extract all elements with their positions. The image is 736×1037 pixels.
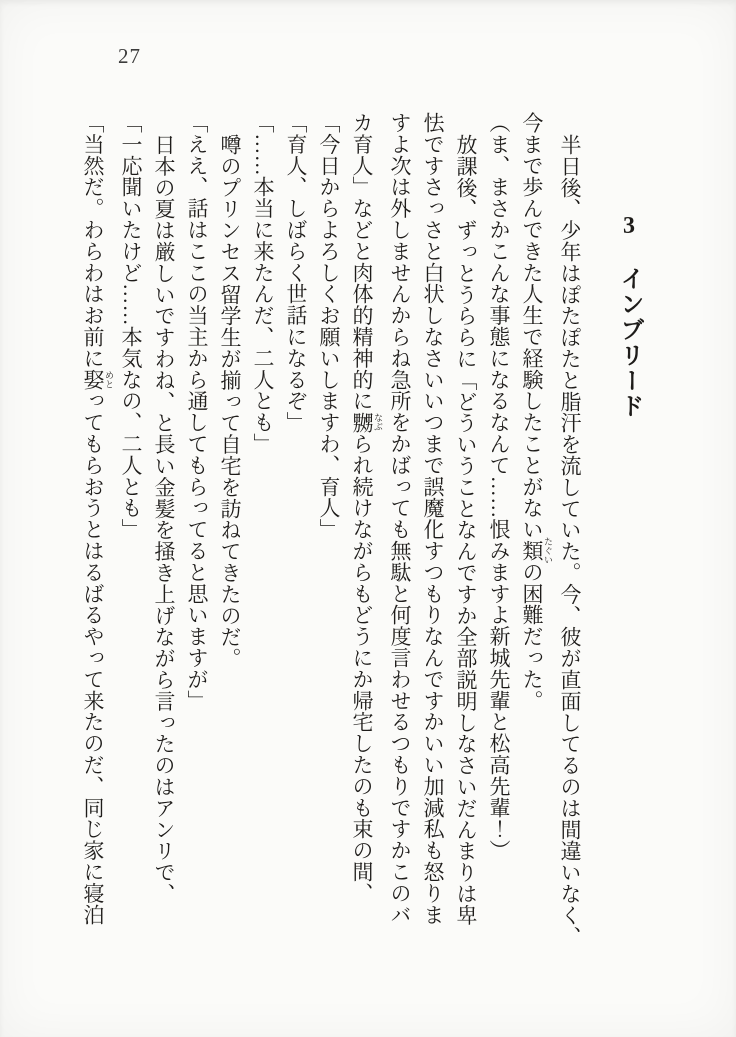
text-line: 「……本当に来たんだ、二人とも」 — [251, 112, 275, 455]
text-line: 「今日からよろしくお願いしますわ、育人」 — [317, 112, 341, 540]
chapter-title-text: インブリード — [616, 240, 642, 419]
page-number: 27 — [118, 44, 141, 68]
text-line: 半日後、少年はぽたぽたと脂汗を流していた。今、彼が直面してるのは間違いなく、 — [558, 134, 582, 948]
text-line: 「育人、しばらく世話になるぞ」 — [284, 112, 308, 433]
chapter-title — [606, 112, 652, 964]
ruby-annotated-kanji: 嬲 なぶ — [350, 411, 383, 434]
text-line: 怯ですさっさと白状しなさいいつまで誤魔化すつもりなんですかいい加減私も怒りま — [421, 112, 445, 926]
text-line: すよ次は外しませんからね急所をかばっても無駄と何度言わせるつもりですかこのバ — [388, 112, 412, 926]
text-line: 今まで歩んできた人生で経験したことがない類 たぐいの困難だった。 — [520, 112, 553, 712]
text-line: 日本の夏は厳しいですわね、と長い金髪を掻き上げながら言ったのはアンリで、 — [152, 134, 176, 905]
text-line: 「一応聞いたけど……本気なの、二人とも」 — [119, 112, 143, 540]
ruby-annotated-kanji: 娶 めと — [81, 368, 114, 391]
text-area — [76, 112, 652, 964]
text-line: 「当然だ。わらわはお前に娶 めとってもらおうとはるばるやって来たのだ、同じ家に寝泊 — [81, 112, 114, 926]
text-line: カ育人」などと肉体的精神的に嬲 なぶられ続けながらもどうにか帰宅したのも束の間、 — [350, 112, 383, 904]
text-line: （ま、まさかこんな事態になるなんて……恨みますよ新城先輩と松高先輩！） — [487, 112, 511, 861]
chapter-number: 3 — [616, 213, 642, 241]
ruby-annotated-kanji: 類 たぐい — [520, 537, 553, 565]
text-line: 噂のプリンセス留学生が揃って自宅を訪ねてきたのだ。 — [218, 134, 242, 669]
text-line: 「ええ、話はここの当主から通してもらってると思いますが」 — [185, 112, 209, 712]
text-line: 放課後、ずっとうららに「どういうことなんですか全部説明しなさいだんまりは卑 — [454, 134, 478, 926]
